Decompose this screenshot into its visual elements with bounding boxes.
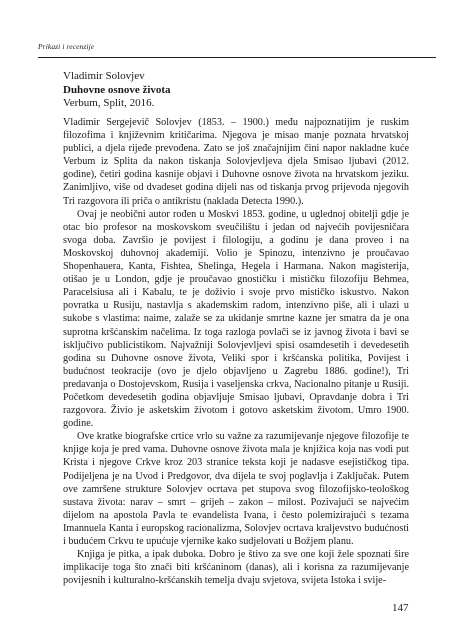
review-body: [63, 116, 409, 587]
book-publication: Verbum, Split, 2016.: [63, 97, 155, 109]
page-number: 147: [392, 602, 409, 614]
paragraph-3: Ove kratke biografske crtice vrlo su važne za razumijevanje njegove filozofije te knjige koja je pred vama. Duhovne osnove života mala je knjižica koja nas vodi put Krista i njegove Crkve kroz 203 stranice teksta koji je nadasve esejističkog tipa. Podijeljena je na Uvod i Predgovor, dva dijela te svoj poglavlja i Zaključak. Putem ove zamršene strukture Solovjev ocrtava pet stupova svog filozofijsko-teološkog sustava života: narav – smrt – grijeh – zakon – milost. Pozivajući se najvećim dijelom na apostola Pavla te evandelista Ivana, i često polemizirajući s tezama Imannuela Kanta i europskog racionalizma, Solovjev ocrtava kraljevstvo budućnosti i budućem Crkvu te upućuje vjernike kako sudjelovati u Božjem planu.: [63, 431, 409, 547]
paragraph-2: Ovaj je neobični autor rođen u Moskvi 1853. godine, u uglednoj obitelji gdje je otac bio profesor na moskovskom sveučilištu i jedan od najvećih povijesničara svoga doba. Završio je povijest i filologiju, a godinu je dana proveo i na Moskovskoj duhovnoj akademiji. Volio je Spinozu, intenzivno je proučavao Shopenhauera, Kanta, Fishtea, Shelinga, Hegela i Harmana. Nakon magisterija, otišao je u London, gdje je proučavao gnostičku i mističku filozofiju Behmea, Paracelsiusa ali i Kabalu, te je doživio i svoje prvo mističko iskustvo. Nakon povratka u Rusiju, nastavlja s akademskim radom, intenzivno piše, ali i ulazi u sukobe s vlastima: naime, zalaže se za ukidanje smrtne kazne jer smatra da je ona suprotna kršćanskim načelima. Iz toga razloga povlači se iz javnog života i bavi se isključivo publicistikom. Najvažniji Solovjevljevi spisi osamdesetih i devedesetih godina su Duhovne osnove života, Veliki spor i kršćanska politika, Povijest i budućnost teokracije (ovo je djelo objavljeno u Zagrebu 1886. godine!), Tri predavanja o Dostojevskom, Rusija i vaseljenska crkva, Nacionalno pitanje u Rusiji. Početkom devedesetih godina objavljuje Smisao ljubavi, Opravdanje dobra i Tri razgovora. Živio je asketskim životom i gotovo asketskim životom. Umro 1900. godine.: [63, 208, 409, 430]
book-author: Vladimir Solovjev: [63, 70, 145, 82]
paragraph-1: Vladimir Sergejevič Solovjev (1853. – 1900.) među najpoznatijim je ruskim filozofima i književnim kritičarima. Njegova je misao manje poznata hrvatskoj publici, a djela rijeđe prevođena. Zato se još značajnijim čini napor nakladne kuće Verbum iz Splita da nakon tiskanja Solovjevljeva djela Smisao ljubavi (2012. godine), četiri godina kasnije objavi i Duhovne osnove života na hrvatskom jeziku. Zanimljivo, više od dvadeset godina dijeli nas od tiskanja prvog prijevoda njegovih Tri razgovora ili priča o antikristu (naklada Detecta 1990.).: [63, 117, 409, 207]
header-rule: [38, 57, 436, 58]
running-head: Prikazi i recenzije: [38, 42, 95, 51]
book-title: Duhovne osnove života: [63, 83, 171, 96]
paragraph-4: Knjiga je pitka, a ipak duboka. Dobro je štivo za sve one koji žele spoznati šire implikacije toga što znači biti kršćaninom (danas), ali i korisna za razumijevanje povijesnih i kulturalno-kršćanskih temelja dvaju svjetova, svijeta Istoka i svije-: [63, 549, 409, 587]
review-metadata: [63, 70, 171, 111]
